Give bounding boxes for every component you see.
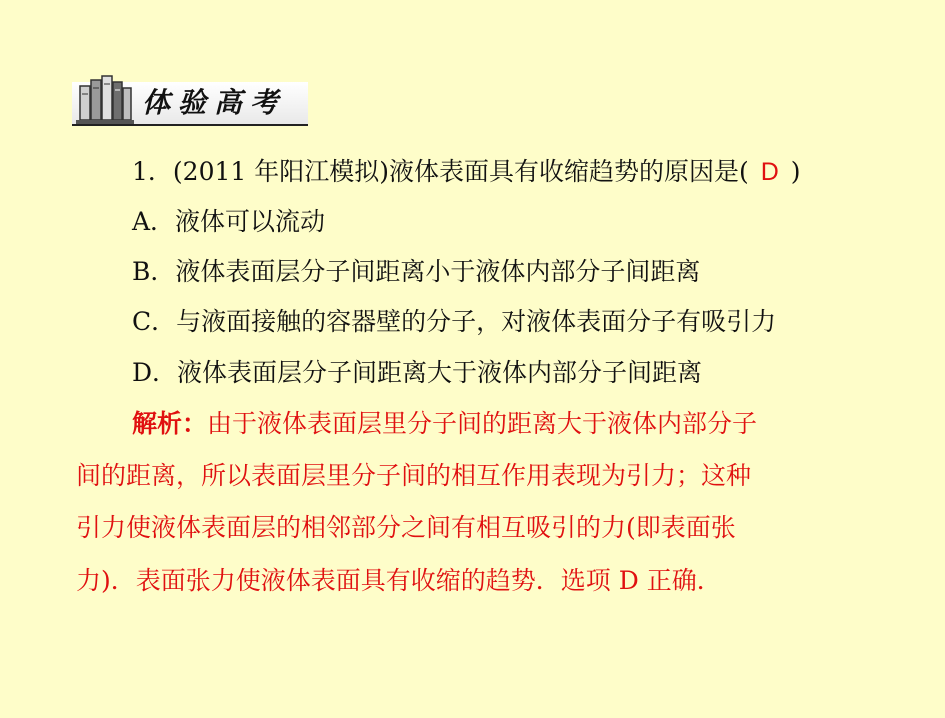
analysis-line-3: 引力使液体表面层的相邻部分之间有相互吸引的力(即表面张 [76,513,736,542]
analysis-line-2: 间的距离，所以表面层里分子间的相互作用表现为引力；这种 [76,461,752,490]
analysis-label: 解析： [132,409,208,438]
header-title: 体验高考 [142,86,287,119]
header-underline [72,124,308,126]
analysis-line-1 [132,409,757,439]
section-header [72,72,308,128]
analysis-line-4: 力)．表面张力使液体表面具有收缩的趋势．选项 D 正确． [76,566,722,595]
question-stem-prefix: 1．(2011 年阳江模拟)液体表面具有收缩趋势的原因是( [132,157,749,186]
option-a: A．液体可以流动 [132,207,326,236]
analysis-text-1: 由于液体表面层里分子间的距离大于液体内部分子 [207,409,758,438]
question-answer: D [760,158,779,186]
option-d: D．液体表面层分子间距离大于液体内部分子间距离 [132,358,703,387]
question-stem [132,157,801,187]
option-b: B．液体表面层分子间距离小于液体内部分子间距离 [132,257,701,286]
option-c: C．与液面接触的容器壁的分子，对液体表面分子有吸引力 [132,307,777,336]
question-stem-suffix: ) [790,157,801,186]
books-icon [74,72,136,126]
